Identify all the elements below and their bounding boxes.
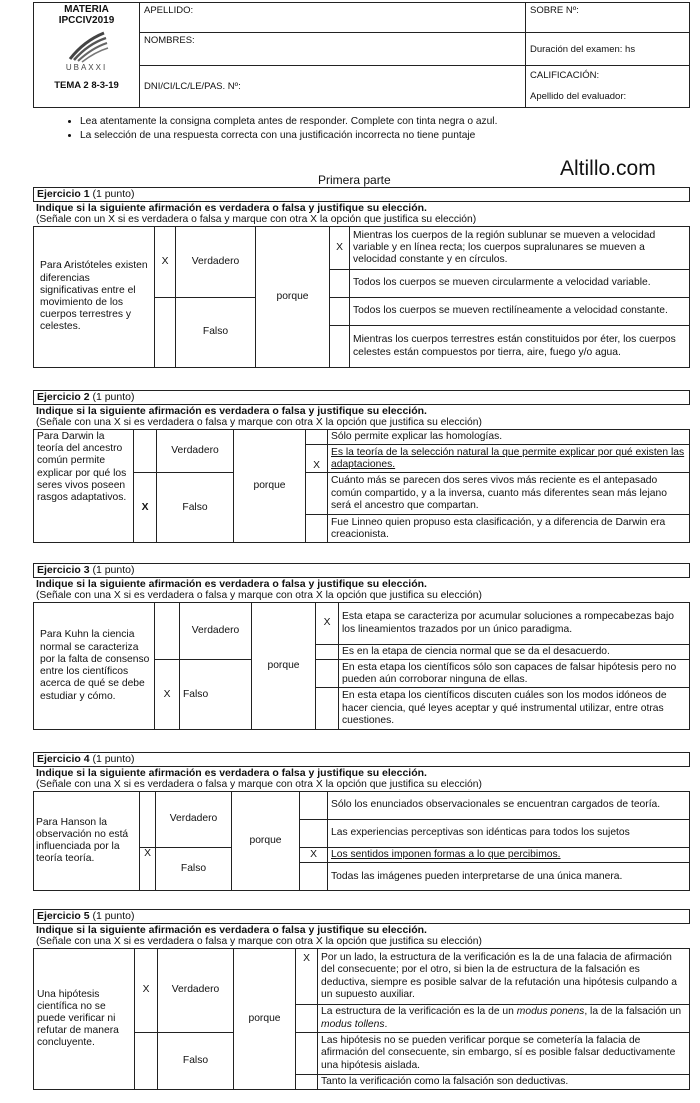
section-title: Primera parte bbox=[318, 173, 391, 187]
justification-option[interactable]: Los sentidos imponen formas a lo que percibimos. bbox=[328, 848, 690, 863]
falso-mark[interactable]: X bbox=[155, 660, 180, 730]
justification-option-text: La estructura de la verificación es la de un modus ponens, la de la falsación un modus tollens. bbox=[321, 1006, 682, 1030]
falso-mark[interactable]: X bbox=[140, 848, 156, 891]
justification-mark[interactable] bbox=[330, 270, 350, 298]
justification-option[interactable]: En esta etapa los científicos sólo son capaces de falsar hipótesis pero no pueden aún corroborar ninguna de ellas. bbox=[339, 660, 690, 688]
justification-mark[interactable] bbox=[296, 1005, 318, 1033]
verdadero-mark[interactable] bbox=[140, 792, 156, 848]
verdadero-option[interactable]: Verdadero bbox=[156, 792, 232, 848]
verdadero-mark[interactable] bbox=[155, 603, 180, 660]
justification-mark[interactable] bbox=[316, 688, 339, 730]
statement: Una hipótesis científica no se puede verificar ni refutar de manera concluyente. bbox=[34, 949, 135, 1090]
exercise-3 bbox=[33, 563, 690, 730]
instruction-item: • Lea atentamente la consigna completa antes de responder. Complete con tinta negra o azul. bbox=[80, 116, 680, 127]
instruction-item: • La selección de una respuesta correcta con una justificación incorrecta no tiene puntaje bbox=[80, 130, 680, 141]
evaluador-field[interactable]: Apellido del evaluador: bbox=[530, 91, 627, 102]
uba-logo-icon bbox=[64, 29, 110, 63]
apellido-field[interactable]: APELLIDO: bbox=[140, 3, 526, 33]
exam-header bbox=[33, 2, 690, 108]
nombres-field[interactable]: NOMBRES: bbox=[140, 33, 526, 66]
sobre-field[interactable]: SOBRE Nº: bbox=[526, 3, 690, 33]
verdadero-mark[interactable]: X bbox=[155, 227, 176, 298]
answer-grid bbox=[33, 429, 690, 543]
justification-mark[interactable]: X bbox=[296, 949, 318, 1005]
statement: Para Darwin la teoría del ancestro común permite explicar por qué los seres vivos poseen rasgos adaptativos. bbox=[34, 430, 134, 543]
answer-grid bbox=[33, 948, 690, 1090]
justification-option[interactable]: En esta etapa los científicos discuten cuáles son los modos idóneos de hacer ciencia, qué leyes aceptar y qué instrumental utilizar, entre otras cuestiones. bbox=[339, 688, 690, 730]
exercise-2 bbox=[33, 390, 690, 543]
justification-option[interactable]: Todas las imágenes pueden interpretarse de una única manera. bbox=[328, 863, 690, 891]
falso-option[interactable]: Falso bbox=[158, 1033, 234, 1090]
verdadero-option[interactable]: Verdadero bbox=[157, 430, 234, 473]
falso-mark[interactable]: X bbox=[134, 473, 157, 543]
exercise-question: Indique si la siguiente afirmación es verdadera o falsa y justifique su elección. bbox=[36, 578, 427, 590]
falso-mark[interactable] bbox=[155, 298, 176, 368]
justification-mark[interactable] bbox=[330, 326, 350, 368]
exercise-question: Indique si la siguiente afirmación es verdadera o falsa y justifique su elección. bbox=[36, 924, 427, 936]
porque-label: porque bbox=[234, 430, 306, 543]
statement: Para Aristóteles existen diferencias significativas entre el movimiento de los cuerpos terrestres y celestes. bbox=[34, 227, 155, 368]
porque-label: porque bbox=[232, 792, 300, 891]
exercise-4 bbox=[33, 752, 690, 891]
justification-mark[interactable]: X bbox=[300, 848, 328, 863]
verdadero-option[interactable]: Verdadero bbox=[158, 949, 234, 1033]
justification-option[interactable]: Es en la etapa de ciencia normal que se da el desacuerdo. bbox=[339, 645, 690, 660]
exercise-subinstruction: (Señale con una X si es verdadera o falsa y marque con otra X la opción que justifica su elección) bbox=[36, 779, 482, 790]
verdadero-mark[interactable] bbox=[134, 430, 157, 473]
verdadero-option[interactable]: Verdadero bbox=[180, 603, 252, 660]
justification-mark[interactable] bbox=[300, 863, 328, 891]
duracion-field: Duración del examen: hs bbox=[526, 33, 690, 66]
justification-mark[interactable] bbox=[296, 1075, 318, 1090]
justification-option[interactable]: Las experiencias perceptivas son idénticas para todos los sujetos bbox=[328, 820, 690, 848]
justification-option[interactable]: Fue Linneo quien propuso esta clasificación, y a diferencia de Darwin era creacionista. bbox=[328, 515, 690, 543]
justification-option[interactable]: Todos los cuerpos se mueven rectilíneamente a velocidad constante. bbox=[350, 298, 690, 326]
answer-grid bbox=[33, 791, 690, 891]
justification-mark[interactable] bbox=[296, 1033, 318, 1075]
falso-option[interactable]: Falso bbox=[156, 848, 232, 891]
justification-option[interactable]: Por un lado, la estructura de la verificación es la de una falacia de afirmación del consecuente; por el otro, si bien la de estructura de la falsación es deductiva, siempre es posible salvar de la refutación una hipótesis culpando a un supuesto auxiliar. bbox=[318, 949, 690, 1005]
justification-option[interactable]: Todos los cuerpos se mueven circularmente a velocidad variable. bbox=[350, 270, 690, 298]
falso-option[interactable]: Falso bbox=[180, 660, 252, 730]
materia-label: MATERIA bbox=[64, 4, 109, 15]
justification-mark[interactable]: X bbox=[330, 227, 350, 270]
porque-label: porque bbox=[256, 227, 330, 368]
subject-code: IPCCIV2019 bbox=[58, 15, 115, 26]
justification-mark[interactable] bbox=[300, 792, 328, 820]
calificacion-field[interactable]: CALIFICACIÓN: bbox=[530, 70, 600, 81]
exercise-subinstruction: (Señale con una X si es verdadera o falsa y marque con otra X la opción que justifica su elección) bbox=[36, 936, 482, 947]
logo-text: UBAXXI bbox=[65, 63, 108, 72]
exercise-1 bbox=[33, 187, 690, 368]
porque-label: porque bbox=[234, 949, 296, 1090]
verdadero-mark[interactable]: X bbox=[135, 949, 158, 1033]
justification-mark[interactable] bbox=[306, 515, 328, 543]
exercise-title: Ejercicio 3 (1 punto) bbox=[33, 563, 690, 578]
exercise-title: Ejercicio 4 (1 punto) bbox=[33, 752, 690, 767]
exercise-question: Indique si la siguiente afirmación es verdadera o falsa y justifique su elección. bbox=[36, 767, 427, 779]
exercise-subinstruction: (Señale con un X si es verdadera o falsa y marque con otra X la opción que justifica su elección) bbox=[36, 214, 477, 225]
statement: Para Kuhn la ciencia normal se caracteriza por la falta de consenso entre los científicos acerca de qué se debe estudiar y cómo. bbox=[34, 603, 155, 730]
justification-option[interactable]: Las hipótesis no se pueden verificar porque se cometería la falacia de afirmación del consecuente, sin embargo, sí es posible falsar deductivamente una hipótesis aislada. bbox=[318, 1033, 690, 1075]
exercise-question: Indique si la siguiente afirmación es verdadera o falsa y justifique su elección. bbox=[36, 405, 427, 417]
justification-mark[interactable]: X bbox=[306, 445, 328, 473]
subject-box bbox=[34, 3, 140, 108]
falso-option[interactable]: Falso bbox=[157, 473, 234, 543]
justification-mark[interactable]: X bbox=[316, 603, 339, 645]
exercise-subinstruction: (Señale con una X si es verdadera o falsa y marque con otra X la opción que justifica su elección) bbox=[36, 417, 482, 428]
justification-option[interactable] bbox=[318, 1005, 690, 1033]
watermark: Altillo.com bbox=[560, 157, 656, 180]
justification-option[interactable]: Sólo los enunciados observacionales se encuentran cargados de teoría. bbox=[328, 792, 690, 820]
falso-option[interactable]: Falso bbox=[176, 298, 256, 368]
statement: Para Hanson la observación no está influenciada por la teoría teoría. bbox=[34, 792, 140, 891]
justification-option[interactable]: Es la teoría de la selección natural la que permite explicar por qué existen las adaptaciones. bbox=[328, 445, 690, 473]
falso-mark[interactable] bbox=[135, 1033, 158, 1090]
grading-box bbox=[526, 66, 690, 108]
justification-option[interactable]: Tanto la verificación como la falsación son deductivas. bbox=[318, 1075, 690, 1090]
tema-label: TEMA 2 8-3-19 bbox=[54, 80, 119, 91]
justification-mark[interactable] bbox=[316, 645, 339, 660]
justification-mark[interactable] bbox=[300, 820, 328, 848]
justification-mark[interactable] bbox=[306, 430, 328, 445]
exercise-title: Ejercicio 2 (1 punto) bbox=[33, 390, 690, 405]
justification-option[interactable]: Sólo permite explicar las homologías. bbox=[328, 430, 690, 445]
exercise-title: Ejercicio 1 (1 punto) bbox=[33, 187, 690, 202]
exercise-5 bbox=[33, 909, 690, 1090]
answer-grid bbox=[33, 602, 690, 730]
justification-mark[interactable] bbox=[330, 298, 350, 326]
answer-grid bbox=[33, 226, 690, 368]
porque-label: porque bbox=[252, 603, 316, 730]
justification-option[interactable]: Cuánto más se parecen dos seres vivos más reciente es el antepasado común compartido, y a la inversa, cuanto más diferentes sean más lejano será el ancestro que compartan. bbox=[328, 473, 690, 515]
instructions-list bbox=[58, 116, 680, 144]
justification-mark[interactable] bbox=[316, 660, 339, 688]
justification-option[interactable]: Mientras los cuerpos terrestres están constituidos por éter, los cuerpos celestes están compuestos por tierra, aire, fuego y/o agua. bbox=[350, 326, 690, 368]
verdadero-option[interactable]: Verdadero bbox=[176, 227, 256, 298]
justification-option[interactable]: Mientras los cuerpos de la región sublunar se mueven a velocidad variable y en línea recta; los cuerpos supralunares se mueven a velocidad constante y en círculos. bbox=[350, 227, 690, 270]
dni-field[interactable]: DNI/CI/LC/LE/PAS. Nº: bbox=[140, 66, 526, 108]
exercise-title: Ejercicio 5 (1 punto) bbox=[33, 909, 690, 924]
exercise-question: Indique si la siguiente afirmación es verdadera o falsa y justifique su elección. bbox=[36, 202, 427, 214]
justification-option[interactable]: Esta etapa se caracteriza por acumular soluciones a rompecabezas bajo los lineamientos trazados por un único paradigma. bbox=[339, 603, 690, 645]
exercise-subinstruction: (Señale con una X si es verdadera o falsa y marque con otra X la opción que justifica su elección) bbox=[36, 590, 482, 601]
justification-mark[interactable] bbox=[306, 473, 328, 515]
